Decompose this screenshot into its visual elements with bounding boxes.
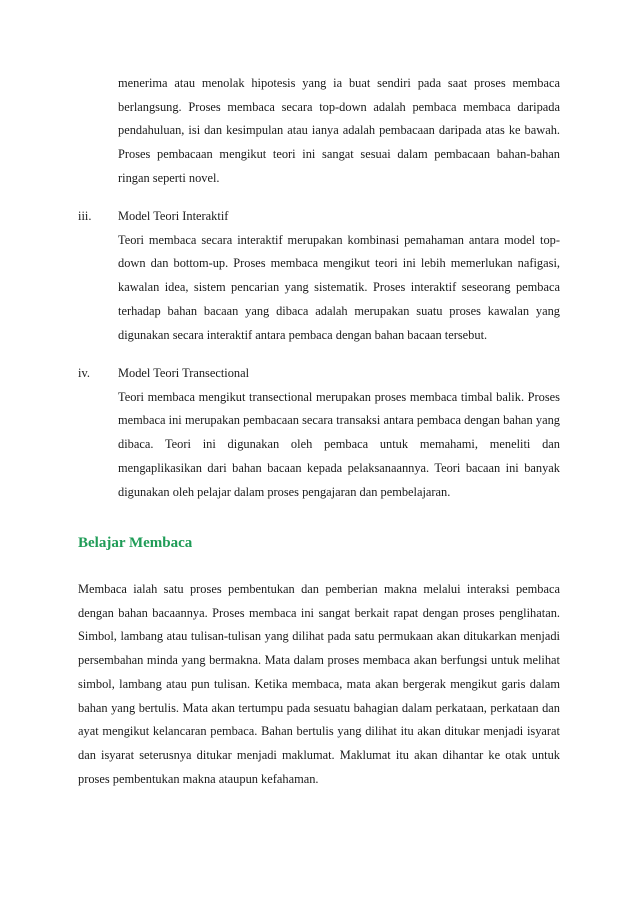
section-paragraph: Membaca ialah satu proses pembentukan dan pemberian makna melalui interaksi pembaca dengan bahan bacaannya. Proses membaca ini sangat berkait rapat dengan proses penglihatan. Simbol, lambang atau tulisan-tulisan yang dilihat pada satu permukaan akan ditukarkan menjadi persembahan minda yang bermakna. Mata dalam proses membaca akan berfungsi untuk melihat simbol, lambang atau pun tulisan. Ketika membaca, mata akan bergerak mengikut garis dalam bahan yang bertulis. Mata akan tertumpu pada sesuatu bahagian dalam perkataan, perkataan dan ayat mengikut kelancaran pembaca. Bahan bertulis yang dilihat itu akan ditukar menjadi isyarat dan isyarat seterusnya ditukar menjadi maklumat. Maklumat itu akan dihantar ke otak untuk proses pembentukan makna ataupun kefahaman. — [78, 582, 560, 786]
list-item-title: Model Teori Interaktif — [118, 209, 229, 223]
list-item-body: Teori membaca secara interaktif merupakan kombinasi pemahaman antara model top-down dan bottom-up. Proses membaca mengikut teori ini lebih memerlukan nafigasi, kawalan idea, sistem pencarian yang sistematik. Proses interaktif seseorang pembaca terhadap bahan bacaan yang dibaca adalah merupakan suatu proses kawalan yang digunakan secara interaktif antara pembaca dengan bahan bacaan tersebut. — [118, 232, 560, 342]
list-numeral: iii. — [78, 209, 92, 223]
list-item-body: Teori membaca mengikut transectional merupakan proses membaca timbal balik. Proses membaca ini merupakan pembacaan secara transaksi antara pembaca dengan bahan yang dibaca. Teori ini digunakan oleh pembaca untuk memahami, meneliti dan mengaplikasikan dari bahan bacaan kepada pelaksanaannya. Teori bacaan ini banyak digunakan oleh pelajar dalam proses pengajaran dan pembelajaran. — [118, 389, 560, 499]
list-item-title: Model Teori Transectional — [118, 366, 250, 380]
continuation-paragraph: menerima atau menolak hipotesis yang ia buat sendiri pada saat proses membaca berlangsung. Proses membaca secara top-down adalah pembaca membaca daripada pendahuluan, isi dan kesimpulan atau ianya adalah pembacaan daripada atas ke bawah. Proses pembacaan mengikut teori ini sangat sesuai dalam pembacaan bahan-bahan ringan seperti novel. — [118, 76, 560, 185]
section-heading: Belajar Membaca — [78, 535, 193, 551]
list-numeral: iv. — [78, 366, 90, 380]
